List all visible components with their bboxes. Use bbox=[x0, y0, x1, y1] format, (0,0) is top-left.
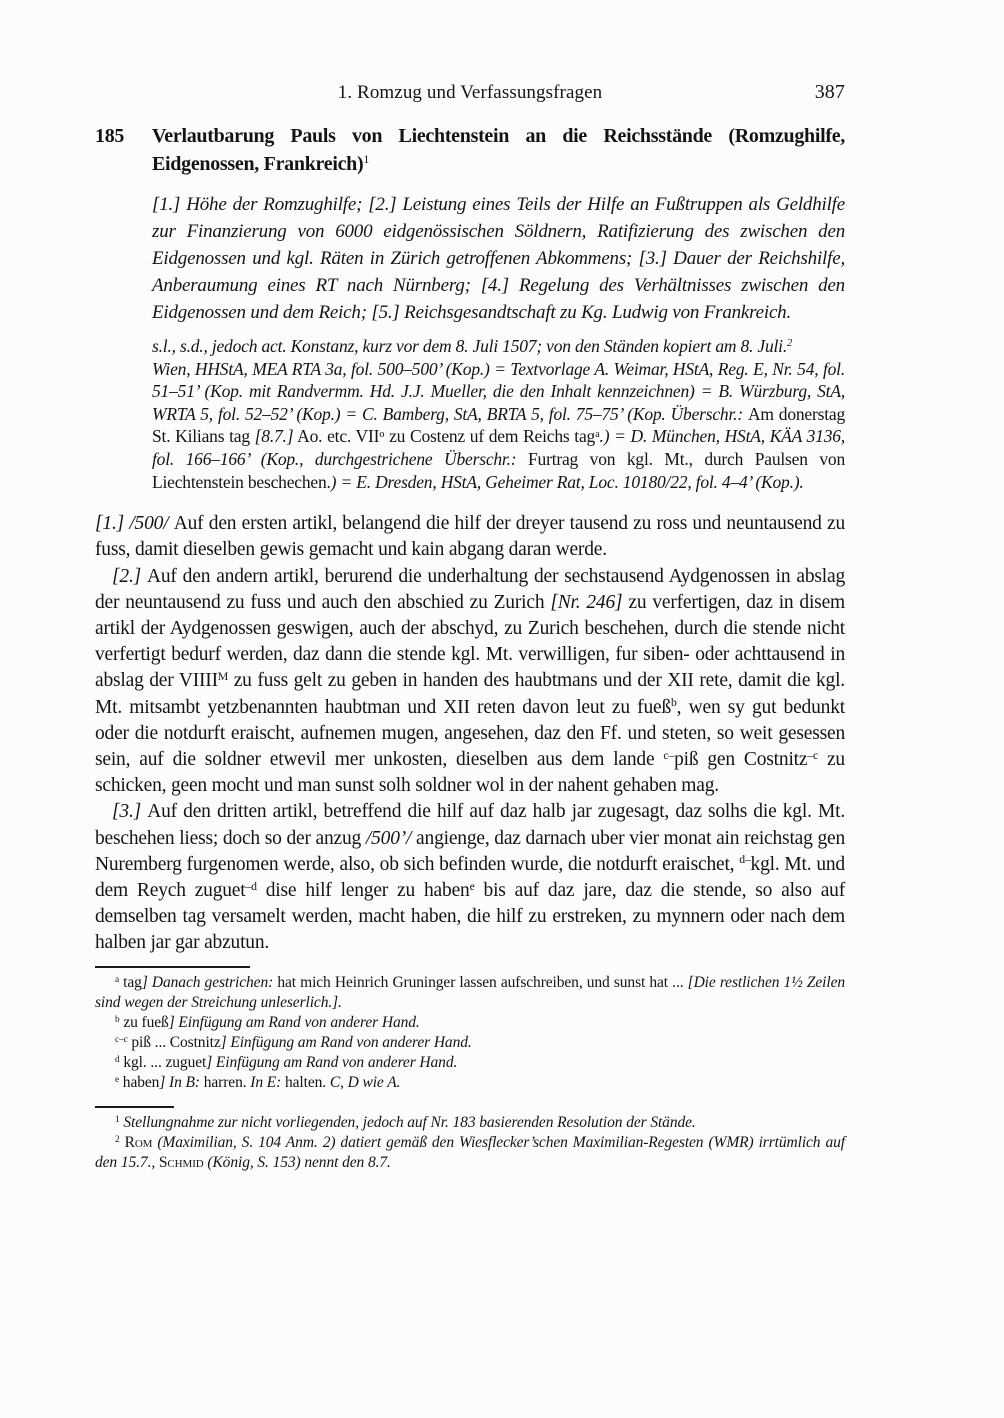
footnote-2 bbox=[95, 1133, 845, 1173]
chapter-title: 1. Romzug und Verfassungsfragen bbox=[337, 82, 603, 103]
text-segment: Auf den ersten artikl, belangend die hilf der dreyer tausend zu ross und neuntausend zu fuss, damit dieselben gewis gemacht und kain abgang daran werde. bbox=[95, 513, 845, 561]
text-segment: hat mich Heinrich Gruninger lassen aufschreiben, und sunst hat ... bbox=[277, 973, 688, 991]
superscript-marker: e bbox=[469, 879, 475, 893]
text-segment: (Maximilian, S. 104 Anm. 2) datiert gemäß den Wiesflecker’schen Maximilian-Regesten (WMR) irrtümlich auf den 15.7., bbox=[95, 1133, 845, 1171]
text-segment: angienge, daz darnach uber vier monat ain reichstag gen Nuremberg furgenomen werde, also, ob sich befinden wurde, die notdurft eraischet, bbox=[95, 827, 845, 875]
page-number: 387 bbox=[814, 81, 845, 103]
dating-line bbox=[152, 335, 845, 358]
body-paragraph-1 bbox=[95, 511, 845, 563]
text-segment: Ao. etc. VII bbox=[293, 426, 380, 447]
footnote-divider-rule bbox=[95, 1106, 174, 1108]
entry-heading bbox=[95, 122, 845, 178]
text-segment: [2.] bbox=[112, 565, 147, 587]
text-segment: [1.] Höhe der Romzughilfe; [2.] Leistung eines Teils der Hilfe an Fußtruppen als Geldhilfe zur Finanzierung von 6000 eidgenössischen Söldnern, Ratifizierung des zwischen den Eidgenossen und kgl. Räten in Zürich getroffenen Abkommens; [3.] Dauer der Reichshilfe, Anberaumung eines RT nach Nürnberg; [4.] Regelung des Verhältnisses zwischen den Eidgenossen und dem Reich; [5.] Reichsgesandtschaft zu Kg. Ludwig von Frankreich. bbox=[152, 194, 845, 323]
text-segment: harren. bbox=[203, 1073, 251, 1091]
text-segment: In E: bbox=[250, 1073, 285, 1091]
text-segment: piß ... Costnitz bbox=[127, 1033, 221, 1051]
text-segment: ] bbox=[159, 1073, 170, 1091]
regest-block bbox=[152, 191, 845, 493]
superscript-marker: a bbox=[595, 428, 600, 440]
text-segment: halten. bbox=[285, 1073, 330, 1091]
text-segment: ] Einfügung am Rand von anderer Hand. bbox=[168, 1013, 420, 1031]
entry-title: Verlautbarung Pauls von Liechtenstein an die Reichsstände (Romzughilfe, Eidgenossen, Frankreich) bbox=[152, 125, 845, 175]
apparatus-note-d bbox=[95, 1053, 845, 1073]
text-segment: ] Danach gestrichen: bbox=[141, 973, 278, 991]
text-segment: Stellungnahme zur nicht vorliegenden, jedoch auf Nr. 183 basierenden Resolution der Stände. bbox=[123, 1113, 696, 1131]
superscript-marker: c– bbox=[663, 748, 675, 762]
text-segment: bis auf daz jare, daz die stende, so also auf demselben tag versamelt werden, macht haben, die hilf zu erstreken, zu mynnern oder nach dem halben jar gar abzutun. bbox=[95, 880, 846, 954]
superscript-marker: M bbox=[217, 669, 229, 683]
text-segment: dise hilf lenger zu haben bbox=[256, 880, 470, 901]
text-segment: [3.] bbox=[112, 801, 148, 823]
text-segment: piß gen Costnitz bbox=[674, 748, 808, 770]
apparatus-note-b bbox=[95, 1013, 845, 1033]
footnote-1 bbox=[95, 1113, 845, 1133]
superscript-marker: a bbox=[115, 974, 120, 985]
transcription-text bbox=[95, 511, 845, 956]
provenance-description bbox=[152, 358, 845, 494]
regest-summary bbox=[152, 191, 845, 326]
text-segment: Auf den andern artikl, berurend die underhaltung der sechstausend Aydgenossen in abslag der neuntausend zu fuss und auch den abschied zu Zurich bbox=[95, 565, 845, 613]
superscript-marker: o bbox=[379, 428, 385, 440]
text-segment: zu Costenz uf dem Reichs tag bbox=[384, 426, 596, 447]
superscript-marker: 2 bbox=[787, 338, 793, 350]
text-segment: .) = D. München, HStA, KÄA 3136, fol. 166–166’ (Kop., durchgestrichene Überschr.: bbox=[152, 426, 846, 469]
text-segment: [1.] /500/ bbox=[95, 513, 174, 535]
text-segment: [Nr. 246] bbox=[550, 591, 623, 613]
text-segment: haben bbox=[119, 1073, 160, 1091]
text-segment: In B: bbox=[169, 1073, 204, 1091]
text-segment: Auf den dritten artikl, betreffend die hilf auf daz halb jar zugesagt, daz solhs die kgl. Mt. beschehen liess; doch so der anzug bbox=[95, 801, 845, 849]
text-segment: ] Einfügung am Rand von anderer Hand. bbox=[206, 1053, 458, 1071]
text-segment: zu verfertigen, daz in disem artikl der Aydgenossen geswigen, auch der abschyd, zu Zurich beschehen, durch die stende nicht verfertigt bedurf werden, daz dann die stende kgl. Mt. verwilligen, fur siben- oder achttausend in abslag der VIIII bbox=[95, 591, 845, 692]
superscript-marker: 2 bbox=[115, 1134, 120, 1145]
superscript-marker: d– bbox=[739, 853, 751, 867]
superscript-marker: b bbox=[671, 696, 677, 710]
text-segment: Am donerstag St. Kilians tag bbox=[152, 403, 846, 447]
text-segment: zu fuss gelt zu geben in handen des haubtmans und der XII rete, damit die kgl. Mt. mitsambt yetzbenannten haubtman und XII reten davon leut zu fueß bbox=[95, 670, 845, 718]
text-segment: C, D wie A. bbox=[329, 1073, 401, 1091]
text-segment: Furtrag von kgl. Mt., durch Paulsen von Liechtenstein beschechen. bbox=[152, 448, 845, 492]
critical-apparatus bbox=[95, 966, 845, 1093]
text-segment: ) = E. Dresden, HStA, Geheimer Rat, Loc. 10180/22, fol. 4–4’ (Kop.). bbox=[330, 471, 804, 492]
text-segment: (König, S. 153) nennt den 8.7. bbox=[203, 1153, 391, 1171]
apparatus-note-c bbox=[95, 1033, 845, 1053]
footnotes-section bbox=[95, 1106, 845, 1173]
text-segment: zu fueß bbox=[119, 1013, 169, 1031]
superscript-marker: e bbox=[115, 1074, 120, 1085]
superscript-marker: c–c bbox=[115, 1034, 128, 1045]
text-segment: kgl. Mt. und dem Reych zuguet bbox=[95, 853, 845, 901]
text-segment: , wen sy gut bedunkt oder die notdurft eraischt, aufnemen mugen, angesehen, daz den Ff. und steten, so weit gesessen sein, auf die soldner etwevil mer unkosten, dieselben aus dem lande bbox=[95, 696, 845, 770]
text-column bbox=[95, 0, 845, 1173]
text-segment: ] Einfügung am Rand von anderer Hand. bbox=[220, 1033, 472, 1051]
text-segment: [8.7.] bbox=[254, 426, 294, 447]
text-segment: tag bbox=[119, 973, 142, 991]
apparatus-divider-rule bbox=[95, 966, 250, 968]
body-paragraph-2 bbox=[95, 564, 845, 800]
superscript-marker: b bbox=[115, 1014, 120, 1025]
text-segment: Wien, HHStA, MEA RTA 3a, fol. 500–500’ (Kop.) = Textvorlage A. Weimar, HStA, Reg. E, Nr. 54, fol. 51–51’ (Kop. mit Randvermm. Hd. J.J. Mueller, die den Inhalt kennzeichnen) = B. Würzburg, StA, WRTA 5, fol. 52–52’ (Kop.) = C. Bamberg, StA, BRTA 5, fol. 75–75’ (Kop. Überschr.: bbox=[152, 358, 845, 424]
text-segment: [Die restlichen 1½ Zeilen sind wegen der Streichung unleserlich.]. bbox=[95, 973, 845, 1011]
text-segment: zu schicken, geen mocht und man sunst solh soldner wol in der nahent gehaben mag. bbox=[95, 748, 845, 797]
entry-number: 185 bbox=[95, 125, 125, 147]
text-segment: Schmid bbox=[158, 1153, 204, 1171]
body-paragraph-3 bbox=[95, 799, 845, 956]
superscript-marker: 1 bbox=[115, 1114, 120, 1125]
text-segment: kgl. ... zuguet bbox=[119, 1053, 207, 1071]
running-header bbox=[95, 82, 845, 106]
apparatus-note-e bbox=[95, 1073, 845, 1093]
text-segment: s.l., s.d., jedoch act. Konstanz, kurz vor dem 8. Juli 1507; von den Ständen kopiert am 8. Juli. bbox=[152, 336, 788, 356]
superscript-marker: –d bbox=[245, 879, 257, 893]
apparatus-note-a bbox=[95, 973, 845, 1013]
text-segment: /500’/ bbox=[365, 827, 412, 849]
superscript-marker: –c bbox=[807, 748, 818, 762]
text-segment: Rom bbox=[124, 1133, 153, 1151]
superscript-marker: d bbox=[115, 1054, 120, 1065]
entry-title-footnote-ref: 1 bbox=[363, 152, 370, 167]
